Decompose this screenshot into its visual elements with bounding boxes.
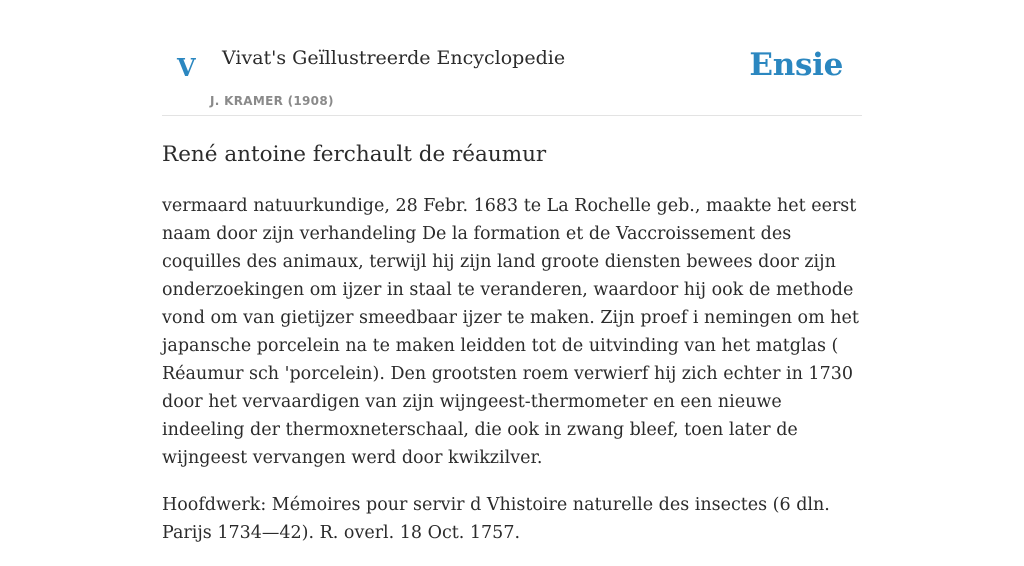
book-author: J. KRAMER (1908) [210,94,334,108]
book-letter-icon[interactable]: V [177,53,196,82]
book-title[interactable]: Vivat's Geïllustreerde Encyclopedie [222,47,566,69]
entry-title: René antoine ferchault de réaumur [162,142,547,167]
entry-body [162,192,862,566]
book-header [162,0,862,116]
entry-paragraph: vermaard natuurkundige, 28 Febr. 1683 te La Rochelle geb., maakte het eerst naam door zijn verhandeling De la formation et de Vaccroissement des coquilles des animaux, terwijl hij zijn land groote diensten bewees door zijn onderzoekingen om ijzer in staal te veranderen, waardoor hij ook de methode vond om van gietijzer smeedbaar ijzer te maken. Zijn proef i nemingen om het japansche porcelein na te maken leidden tot de uitvinding van het matglas ( Réaumur sch 'porcelein). Den grootsten roem verwierf hij zich echter in 1730 door het vervaardigen van zijn wijngeest-thermometer en een nieuwe indeeling der thermoxneterschaal, die ook in zwang bleef, toen later de wijngeest vervangen werd door kwikzilver. [162,196,859,468]
page [162,0,862,543]
brand-logo[interactable]: Ensie [749,47,843,83]
entry-paragraph: Hoofdwerk: Mémoires pour servir d Vhistoire naturelle des insectes (6 dln. Parijs 1734—42). R. overl. 18 Oct. 1757. [162,495,830,543]
